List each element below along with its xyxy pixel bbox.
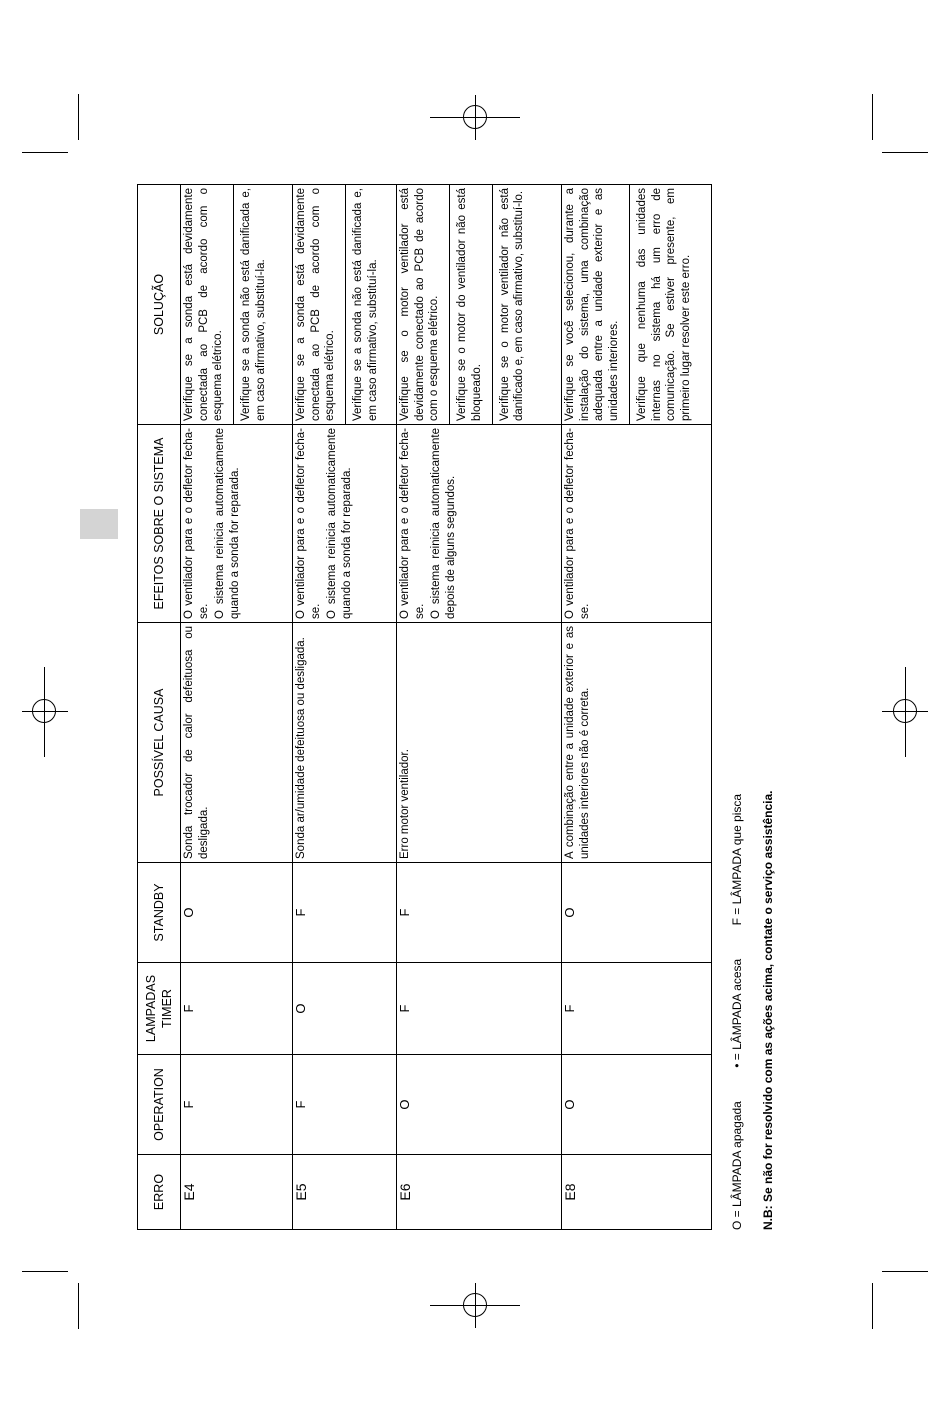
standby-lamp: O <box>181 863 293 963</box>
solution-text: Verifique se a sonda está devidamente conectada ao PCB de acordo com o esquema elétrico. <box>183 188 225 421</box>
solution-text: Verifique se o motor ventilador está devidamente conectado ao PCB de acordo com o esquema elétrico. <box>399 188 441 421</box>
solution <box>293 185 397 425</box>
standby-lamp: F <box>293 863 397 963</box>
operation-lamp: F <box>293 1055 397 1155</box>
possible-cause <box>181 623 293 863</box>
rotated-page-content <box>137 185 817 1230</box>
effect-text: O ventilador para e o defletor fecha-se. <box>399 428 426 619</box>
system-effects <box>293 425 397 623</box>
error-code: E6 <box>397 1155 562 1230</box>
system-effects <box>397 425 562 623</box>
table-header-row <box>138 185 181 1230</box>
solution-text: Verifique se o motor ventilador não está danificado e, em caso afirmativo, substituí-lo. <box>492 185 528 424</box>
solution-text: Verifique se o motor do ventilador não está bloqueado. <box>449 185 485 424</box>
table-row <box>562 185 712 1230</box>
cause-text: Erro motor ventilador. <box>399 749 411 859</box>
effect-text: O ventilador para e o defletor fecha-se. <box>183 428 210 619</box>
cause-text: A combinação entre a unidade exterior e as unidades interiores não é correta. <box>564 626 591 859</box>
effect-text: O sistema reinicia automaticamente quando a sonda for reparada. <box>326 428 354 619</box>
crop-mark-top-right-h <box>882 152 928 153</box>
operation-lamp: F <box>181 1055 293 1155</box>
cause-text: Sonda ar/umidade defeituosa ou desligada. <box>295 637 307 859</box>
header-operation: OPERATION <box>138 1055 181 1155</box>
solution-text: Verifique se a sonda está devidamente conectada ao PCB de acordo com o esquema elétrico. <box>295 188 337 421</box>
header-solucao: SOLUÇÃO <box>138 185 181 425</box>
header-timer <box>138 963 181 1055</box>
effect-text: O ventilador para e o defletor fecha-se. <box>295 428 322 619</box>
header-erro: ERRO <box>138 1155 181 1230</box>
lamp-legend <box>730 764 744 1230</box>
possible-cause <box>562 623 712 863</box>
possible-cause <box>397 623 562 863</box>
error-code: E5 <box>293 1155 397 1230</box>
operation-lamp: O <box>397 1055 562 1155</box>
header-causa: POSSÍVEL CAUSA <box>138 623 181 863</box>
system-effects <box>562 425 712 623</box>
header-lampadas: LAMPADAS <box>144 974 158 1043</box>
error-code: E8 <box>562 1155 712 1230</box>
timer-lamp: F <box>397 963 562 1055</box>
cause-text: Sonda trocador de calor defeituosa ou desligada. <box>183 626 210 859</box>
operation-lamp: O <box>562 1055 712 1155</box>
header-efeitos: EFEITOS SOBRE O SISTEMA <box>138 425 181 623</box>
crop-mark-top-left-v <box>78 94 79 140</box>
crop-mark-bottom-left-v <box>78 1283 79 1329</box>
effect-text: O sistema reinicia automaticamente depois de alguns segundos. <box>430 428 458 619</box>
timer-lamp: F <box>562 963 712 1055</box>
legend-off: O = LÂMPADA apagada <box>730 1101 744 1230</box>
timer-lamp: F <box>181 963 293 1055</box>
error-code: E4 <box>181 1155 293 1230</box>
assistance-note: N.B: Se não for resolvido com as ações acima, contate o serviço assistência. <box>761 790 775 1230</box>
crop-mark-bottom-left-h <box>22 1271 68 1272</box>
possible-cause <box>293 623 397 863</box>
crop-mark-top-right-v <box>872 94 873 140</box>
legend-blink: F = LÂMPADA que pisca <box>730 793 744 926</box>
error-table <box>137 184 712 1230</box>
standby-lamp: F <box>397 863 562 963</box>
solution <box>397 185 562 425</box>
table-row <box>181 185 293 1230</box>
effect-text: O sistema reinicia automaticamente quando a sonda for reparada. <box>214 428 242 619</box>
solution <box>181 185 293 425</box>
solution-text: Verifique que nenhuma das unidades internas no sistema há um erro de comunicação. Se estiver presente, em primeiro lugar resolver este erro. <box>629 185 695 424</box>
timer-lamp: O <box>293 963 397 1055</box>
header-standby: STANDBY <box>138 863 181 963</box>
system-effects <box>181 425 293 623</box>
standby-lamp: O <box>562 863 712 963</box>
crop-mark-top-left-h <box>22 152 68 153</box>
solution-text: Verifique se a sonda não está danificada e, em caso afirmativo, substituí-la. <box>345 185 381 424</box>
section-tab <box>80 509 118 539</box>
header-timer-label: TIMER <box>160 989 174 1028</box>
solution-text: Verifique se a sonda não está danificada e, em caso afirmativo, substituí-la. <box>233 185 269 424</box>
table-row <box>397 185 562 1230</box>
solution <box>562 185 712 425</box>
crop-mark-bottom-right-h <box>882 1271 928 1272</box>
legend-on: • = LÂMPADA acesa <box>730 958 744 1068</box>
effect-text: O ventilador para e o defletor fecha-se. <box>564 428 591 619</box>
table-row <box>293 185 397 1230</box>
crop-mark-bottom-right-v <box>872 1283 873 1329</box>
solution-text: Verifique se você selecionou, durante a instalação do sistema, uma combinação adequada entre a unidade exterior e as unidades interiores. <box>564 188 621 421</box>
